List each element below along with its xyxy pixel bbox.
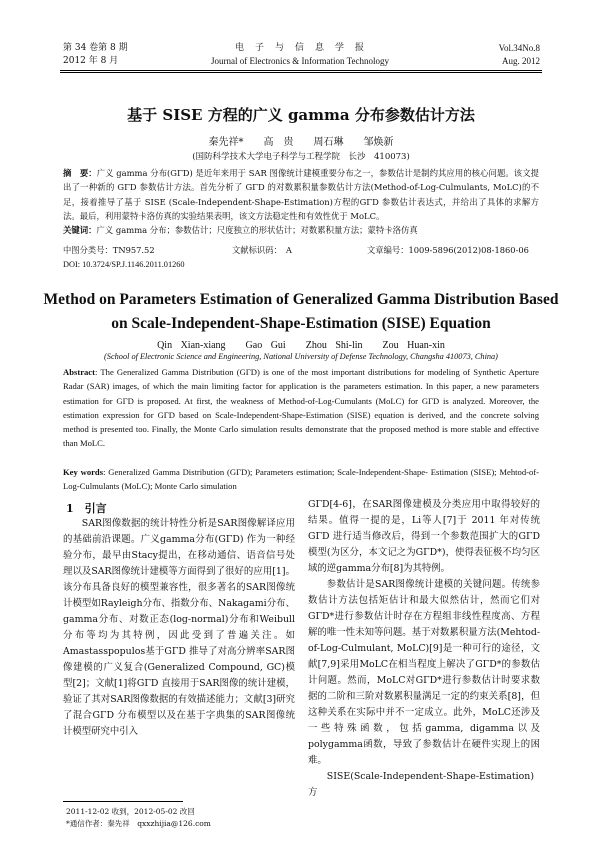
keywords-en-label: Key words: [63, 467, 104, 477]
institution-en: (School of Electronic Science and Engineering, National University of Defense Technology, Changsha 410073, China): [104, 352, 498, 361]
header-rule-top: [60, 70, 542, 71]
abstract-en: [63, 365, 539, 451]
doi: DOI: 10.3724/SP.J.1146.2011.01260: [63, 260, 185, 269]
title-en: Method on Parameters Estimation of Generalized Gamma Distribution Based on Scale-Independent-Shape-Estimation (SISE) Equation: [43, 291, 559, 332]
footnote-received: 2011-12-02 收到，2012-05-02 改回: [66, 807, 195, 816]
authors-en: Qin Xian-xiang Gao Gui Zhou Shi-lin Zou Huan-xin: [157, 340, 445, 351]
keywords-en: [63, 465, 539, 494]
footnote-rule: [63, 801, 183, 802]
article-number: 文章编号：1009-5896(2012)08-1860-06: [367, 245, 529, 255]
abstract-cn-text: 广义 gamma 分布(GΓD) 是近年来用于 SAR 图像统计建模重要分布之一，参数估计是制约其应用的核心问题。该文提出了一种新的 GΓD 参数估计方法。首先分析了 GΓD 的对数累积量参数估计方法(Method-of-Log-Culmulants, MoLC)的不足，接着推导了基于 SISE (Scale-Independent-Shape-Estimation)方程的GΓD 参数估计表达式，并给出了具体的求解方法。最后，利用蒙特卡洛仿真的实验结果表明，该文方法稳定性和有效性优于 MoLC。: [63, 168, 540, 221]
keywords-cn-text: 广义 gamma 分布；参数估计；尺度独立的形状估计；对数累积量方法；蒙特卡洛仿真: [96, 225, 418, 236]
header-journal-en: Journal of Electronics & Information Technology: [211, 56, 389, 66]
authors-cn: 秦先祥* 高 贵 周石琳 邹焕新: [208, 137, 394, 148]
header-date-en: Aug. 2012: [502, 56, 540, 66]
right-column-paragraph-3: SISE(Scale-Independent-Shape-Estimation) 方: [308, 771, 544, 798]
abstract-en-label: Abstract: [63, 367, 95, 377]
section-heading-introduction: 1 引言: [66, 502, 107, 515]
right-column-paragraph-2: 参数估计是SAR图像统计建模的关键问题。传统参数估计方法包括矩估计和最大似然估计，然而它们对GΓD*进行参数估计时存在方程组非线性程度高、方程解的唯一性未知等问题。基于对数累积量方法(Mehtod-of-Log-Culmulant, MoLC)[9]是一种可行的途径，文献[7,9]采用MoLC在相当程度上解决了GΓD*的参数估计问题。然而，MoLC对GΓD*进行参数估计时要求数据的二阶和三阶对数累积量满足一定的约束关系[8]，但这种关系在实际中并不一定成立。此外，MoLC还涉及一些特殊函数，包括gamma, digamma以及polygamma函数，导致了参数估计在硬件实现上的困难。: [308, 579, 540, 766]
abstract-cn: [63, 166, 539, 237]
header-date-cn: 2012 年 8 月: [63, 56, 119, 66]
right-column-paragraph-continued: GΓD[4-6]，在SAR图像建模及分类应用中取得较好的结果。值得一提的是，Li等人[7]于 2011 年对传统GΓD 进行适当修改后，得到一个参数范围扩大的GΓD 模型(为区分，本文记之为GΓD*)，使得表征极不均匀区域的逆gamma分布[8]为其特例。: [308, 499, 540, 574]
header-rule-bottom: [60, 72, 542, 73]
header-volume-cn: 第 34 卷第 8 期: [63, 43, 128, 53]
left-column: [63, 516, 295, 740]
footnote-corresponding: *通信作者：秦先祥 qxxzhijia@126.com: [66, 819, 211, 828]
institution-cn: (国防科学技术大学电子科学与工程学院 长沙 410073): [192, 152, 410, 162]
right-column: [308, 497, 544, 801]
keywords-cn-label: 关键词：: [63, 225, 97, 236]
abstract-cn-label: 摘 要：: [63, 168, 97, 178]
clc-number: 中图分类号：TN957.52: [63, 245, 155, 255]
title-cn: 基于 SISE 方程的广义 gamma 分布参数估计方法: [127, 106, 475, 124]
left-column-paragraph: SAR图像数据的统计特性分析是SAR图像解译应用的基础前沿课题。广义gamma分布(GΓD) 作为一种经验分布，最早由Stacy提出，在移动通信、语音信号处理以及SAR图像统计建模等方面得到了很好的应用[1]。该分布具备良好的模型兼容性，很多著名的SAR图像统计模型如Rayleigh分布、指数分布、Nakagami分布、gamma分布、对数正态(log-normal)分布和Weibull分布等均为其特例，因此受到了普遍关注。如Amastasspopulos基于GΓD 推导了对高分辨率SAR图像建模的广义复合(Generalized Compound, GC)模型[2]；文献[1]将GΓD 直接用于SAR图像的统计建模，验证了其对SAR图像数据的有效描述能力；文献[3]研究了混合GΓD 分布模型以及在基于字典集的SAR图像统计模型研究中引入: [63, 518, 295, 737]
document-code: 文献标识码： A: [232, 245, 292, 255]
keywords-en-text: : Generalized Gamma Distribution (GΓD); Parameters estimation; Scale-Independent-Shape- Estimation (SISE); Mehtod-of-Log-Culmulants (MoLC); Monte Carlo simulation: [63, 467, 539, 492]
header-volume-en: Vol.34No.8: [498, 43, 540, 53]
abstract-en-text: : The Generalized Gamma Distribution (GΓD) is one of the most important distributions for modeling of Synthetic Aperture Radar (SAR) images, of which the main limiting factor for application is the parameters estimation. In this paper, a new parameters estimation for GΓD is proposed. At first, the weakness of Method-of-Log-Cumulants (MoLC) for GΓD is analyzed. Moreover, the estimation expression for GΓD based on Scale-Independent-Shape-Estimation (SISE) equation is derived, and the concrete solving method is presented too. Finally, the Monte Carlo simulation results demonstrate that the proposed method is more stable and effective than MoLC.: [63, 367, 539, 449]
header-journal-cn: 电 子 与 信 息 学 报: [234, 43, 365, 53]
